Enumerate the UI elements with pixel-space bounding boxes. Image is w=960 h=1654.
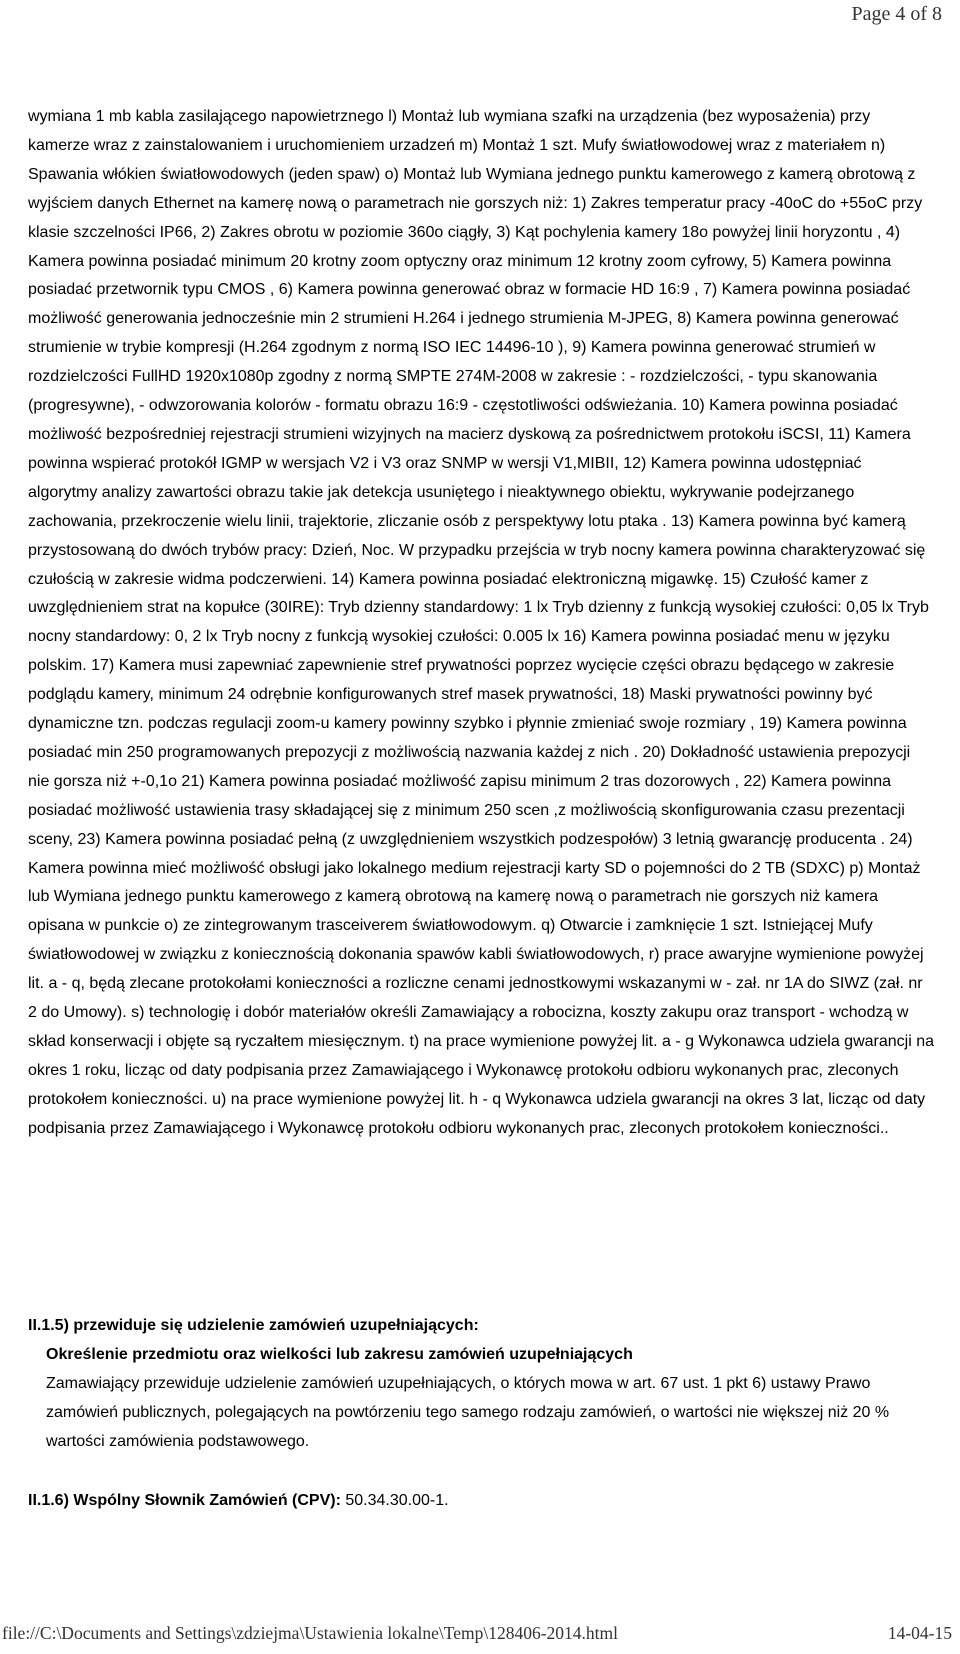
section-ii-1-5-content [28,1341,934,1457]
section-ii-1-5-subheading: Określenie przedmiotu oraz wielkości lub zakresu zamówień uzupełniających [46,1345,633,1363]
section-ii-1-6-heading: II.1.6) Wspólny Słownik Zamówień (CPV): [28,1492,346,1509]
footer-date: 14-04-15 [887,1623,952,1643]
cpv-code: 50.34.30.00-1. [345,1492,449,1509]
section-ii-1-5 [28,1312,934,1457]
section-ii-1-5-heading: II.1.5) przewiduje się udzielenie zamówień uzupełniających: [28,1317,479,1334]
footer-file-path: file://C:\Documents and Settings\zdziejma\Ustawienia lokalne\Temp\128406-2014.html [2,1623,619,1643]
body-paragraph: wymiana 1 mb kabla zasilającego napowietrznego l) Montaż lub wymiana szafki na urządzenia (bez wyposażenia) przy kamerze wraz z zainstalowaniem i uruchomieniem urzadzeń m) Montaż 1 szt. Mufy światłowodowej wraz z materiałem n) Spawania włókien światłowodowych (jeden spaw) o) Montaż lub Wymiana jednego punktu kamerowego z kamerą obrotową z wyjściem danych Ethernet na kamerę nową o parametrach nie gorszych niż: 1) Zakres temperatur pracy -40oC do +55oC przy klasie szczelności IP66, 2) Zakres obrotu w poziomie 360o ciągły, 3) Kąt pochylenia kamery 18o powyżej linii horyzontu , 4) Kamera powinna posiadać minimum 20 krotny zoom optyczny oraz minimum 12 krotny zoom cyfrowy, 5) Kamera powinna posiadać przetwornik typu CMOS , 6) Kamera powinna generować obraz w formacie HD 16:9 , 7) Kamera powinna posiadać możliwość generowania jednocześnie min 2 strumieni H.264 i jednego strumienia M-JPEG, 8) Kamera powinna generować strumienie w trybie kompresji (H.264 zgodnym z normą ISO IEC 14496-10 ), 9) Kamera powinna generować strumień w rozdzielczości FullHD 1920x1080p zgodny z normą SMPTE 274M-2008 w zakresie : - rozdzielczości, - typu skanowania (progresywne), - odwzorowania kolorów - formatu obrazu 16:9 - częstotliwości odświeżania. 10) Kamera powinna posiadać możliwość bezpośredniej rejestracji strumieni wizyjnych na macierz dyskową za pośrednictwem protokołu iSCSI, 11) Kamera powinna wspierać protokół IGMP w wersjach V2 i V3 oraz SNMP w wersji V1,MIBII, 12) Kamera powinna udostępniać algorytmy analizy zawartości obrazu takie jak detekcja usuniętego i nieaktywnego obiektu, wykrywanie podejrzanego zachowania, przekroczenie wielu linii, trajektorie, zliczanie osób z perspektywy lotu ptaka . 13) Kamera powinna być kamerą przystosowaną do dwóch trybów pracy: Dzień, Noc. W przypadku przejścia w tryb nocny kamera powinna charakteryzować się czułością w zakresie widma podczerwieni. 14) Kamera powinna posiadać elektroniczną migawkę. 15) Czułość kamer z uwzględnieniem strat na kopułce (30IRE): Tryb dzienny standardowy: 1 lx Tryb dzienny z funkcją wysokiej czułości: 0,05 lx Tryb nocny standardowy: 0, 2 lx Tryb nocny z funkcją wysokiej czułości: 0.005 lx 16) Kamera powinna posiadać menu w języku polskim. 17) Kamera musi zapewniać zapewnienie stref prywatności poprzez wycięcie części obrazu będącego w zakresie podglądu kamery, minimum 24 odrębnie konfigurowanych stref masek prywatności, 18) Maski prywatności powinny być dynamiczne tzn. podczas regulacji zoom-u kamery powinny szybko i płynnie zmieniać swoje rozmiary , 19) Kamera powinna posiadać min 250 programowanych prepozycji z możliwością nazwania każdej z nich . 20) Dokładność ustawienia prepozycji nie gorsza niż +-0,1o 21) Kamera powinna posiadać możliwość zapisu minimum 2 tras dozorowych , 22) Kamera powinna posiadać możliwość ustawienia trasy składającej się z minimum 250 scen ,z możliwością skonfigurowania czasu prezentacji sceny, 23) Kamera powinna posiadać pełną (z uwzględnieniem wszystkich podzespołów) 3 letnią gwarancję producenta . 24) Kamera powinna mieć możliwość obsługi jako lokalnego medium rejestracji karty SD o pojemności do 2 TB (SDXC) p) Montaż lub Wymiana jednego punktu kamerowego z kamerą obrotową na kamerę nową o parametrach nie gorszych niż kamera opisana w punkcie o) ze zintegrowanym trasceiverem światłowodowym. q) Otwarcie i zamknięcie 1 szt. Istniejącej Mufy światłowodowej w związku z koniecznością dokonania spawów kabli światłowodowych, r) prace awaryjne wymienione powyżej lit. a - q, będą zlecane protokołami konieczności a rozliczne cenami jednostkowymi wskazanymi w - zał. nr 1A do SIWZ (zał. nr 2 do Umowy). s) technologię i dobór materiałów określi Zamawiający a robocizna, koszty zakupu oraz transport - wchodzą w skład konserwacji i objęte są ryczałtem miesięcznym. t) na prace wymienione powyżej lit. a - g Wykonawca udziela gwarancji na okres 1 roku, licząc od daty podpisania przez Zamawiającego i Wykonawcę protokołu odbioru wykonanych prac, zleconych protokołem konieczności. u) na prace wymienione powyżej lit. h - q Wykonawca udziela gwarancji na okres 3 lat, licząc od daty podpisania przez Zamawiającego i Wykonawcę protokołu odbioru wykonanych prac, zleconych protokołem konieczności.. [28,108,935,1137]
section-ii-1-6 [28,1487,934,1516]
page-number: Page 4 of 8 [851,3,942,25]
section-ii-1-5-text: Zamawiający przewiduje udzielenie zamówień uzupełniających, o których mowa w art. 67 ust. 1 pkt 6) ustawy Prawo zamówień publicznych, polegających na powtórzeniu tego samego rodzaju zamówień, o wartości nie większej niż 20 % wartości zamówienia podstawowego. [46,1374,890,1450]
